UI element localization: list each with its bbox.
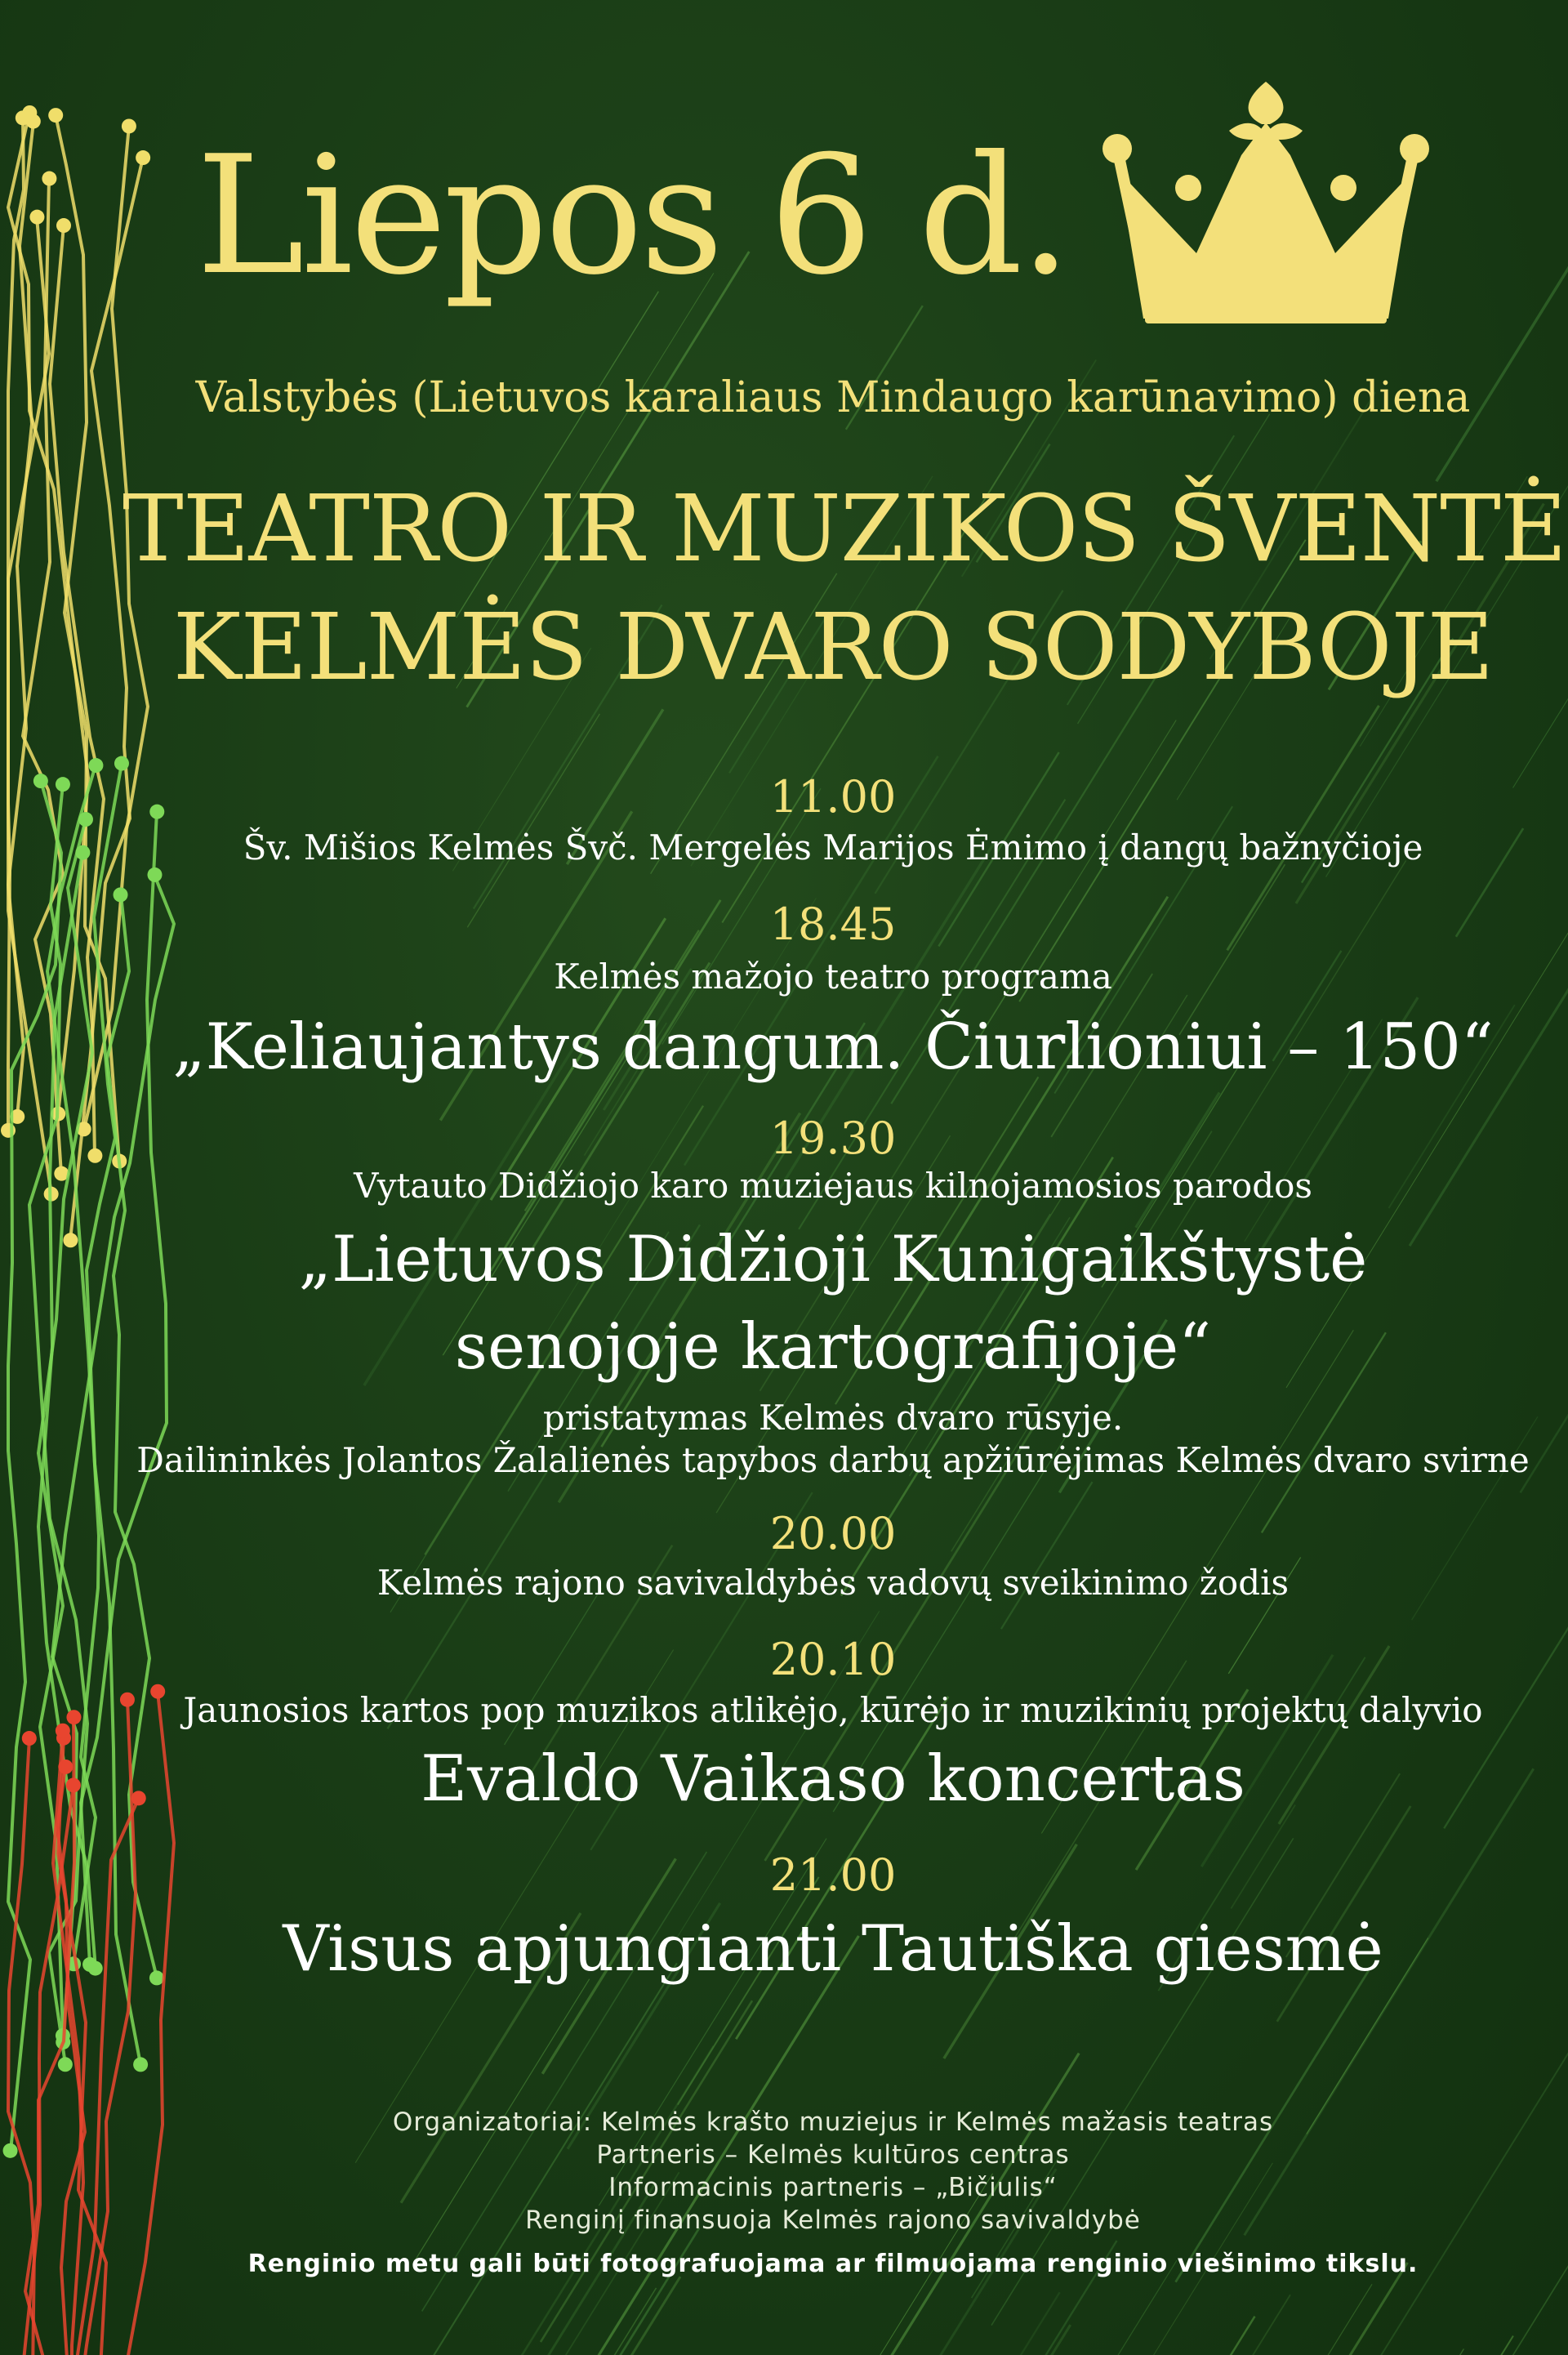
event-note-3-line2: Dailininkės Jolantos Žalalienės tapybos darbų apžiūrėjimas Kelmės dvaro svirne <box>136 1440 1530 1480</box>
footer-info-partner: Informacinis partneris – „Bičiulis“ <box>608 2173 1058 2202</box>
event-desc-1: Šv. Mišios Kelmės Švč. Mergelės Marijos Ėmimo į dangų bažnyčioje <box>243 827 1423 868</box>
footer-partner: Partneris – Kelmės kultūros centras <box>596 2140 1070 2170</box>
footer-notice: Renginio metu gali būti fotografuojama ar filmuojama renginio viešinimo tikslu. <box>247 2250 1419 2278</box>
event-title-5: Evaldo Vaikaso koncertas <box>421 1742 1245 1816</box>
event-time-3: 19.30 <box>769 1113 897 1164</box>
event-desc-2: Kelmės mažojo teatro programa <box>554 957 1112 997</box>
headline-line-1: TEATRO IR MUZIKOS ŠVENTĖ <box>122 476 1566 582</box>
event-title-2: „Keliaujantys dangum. Čiurlioniui – 150“ <box>172 1010 1494 1084</box>
event-time-5: 20.10 <box>769 1634 897 1685</box>
headline-line-2: KELMĖS DVARO SODYBOJE <box>172 595 1494 701</box>
event-title-6: Visus apjungianti Tautiška giesmė <box>283 1912 1383 1986</box>
event-title-3-line2: senojoje kartografijoje“ <box>454 1310 1212 1384</box>
subtitle: Valstybės (Lietuvos karaliaus Mindaugo karūnavimo) diena <box>195 373 1471 422</box>
event-desc-3: Vytauto Didžiojo karo muziejaus kilnojamosios parodos <box>354 1166 1312 1206</box>
date-title: Liepos 6 d. <box>196 121 1069 311</box>
event-time-2: 18.45 <box>769 899 897 950</box>
crown-icon <box>1054 74 1478 335</box>
event-time-1: 11.00 <box>769 771 897 823</box>
footer-funding: Renginį finansuoja Kelmės rajono savivaldybė <box>525 2206 1141 2235</box>
event-desc-5: Jaunosios kartos pop muzikos atlikėjo, kūrėjo ir muzikinių projektų dalyvio <box>183 1690 1483 1730</box>
event-title-3-line1: „Lietuvos Didžioji Kunigaikštystė <box>298 1223 1368 1296</box>
event-note-3-line1: pristatymas Kelmės dvaro rūsyje. <box>542 1398 1124 1438</box>
event-time-6: 21.00 <box>769 1849 897 1901</box>
footer-organizers: Organizatoriai: Kelmės krašto muziejus ir Kelmės mažasis teatras <box>392 2107 1274 2137</box>
event-desc-4: Kelmės rajono savivaldybės vadovų sveikinimo žodis <box>376 1563 1290 1603</box>
event-time-4: 20.00 <box>769 1508 897 1559</box>
